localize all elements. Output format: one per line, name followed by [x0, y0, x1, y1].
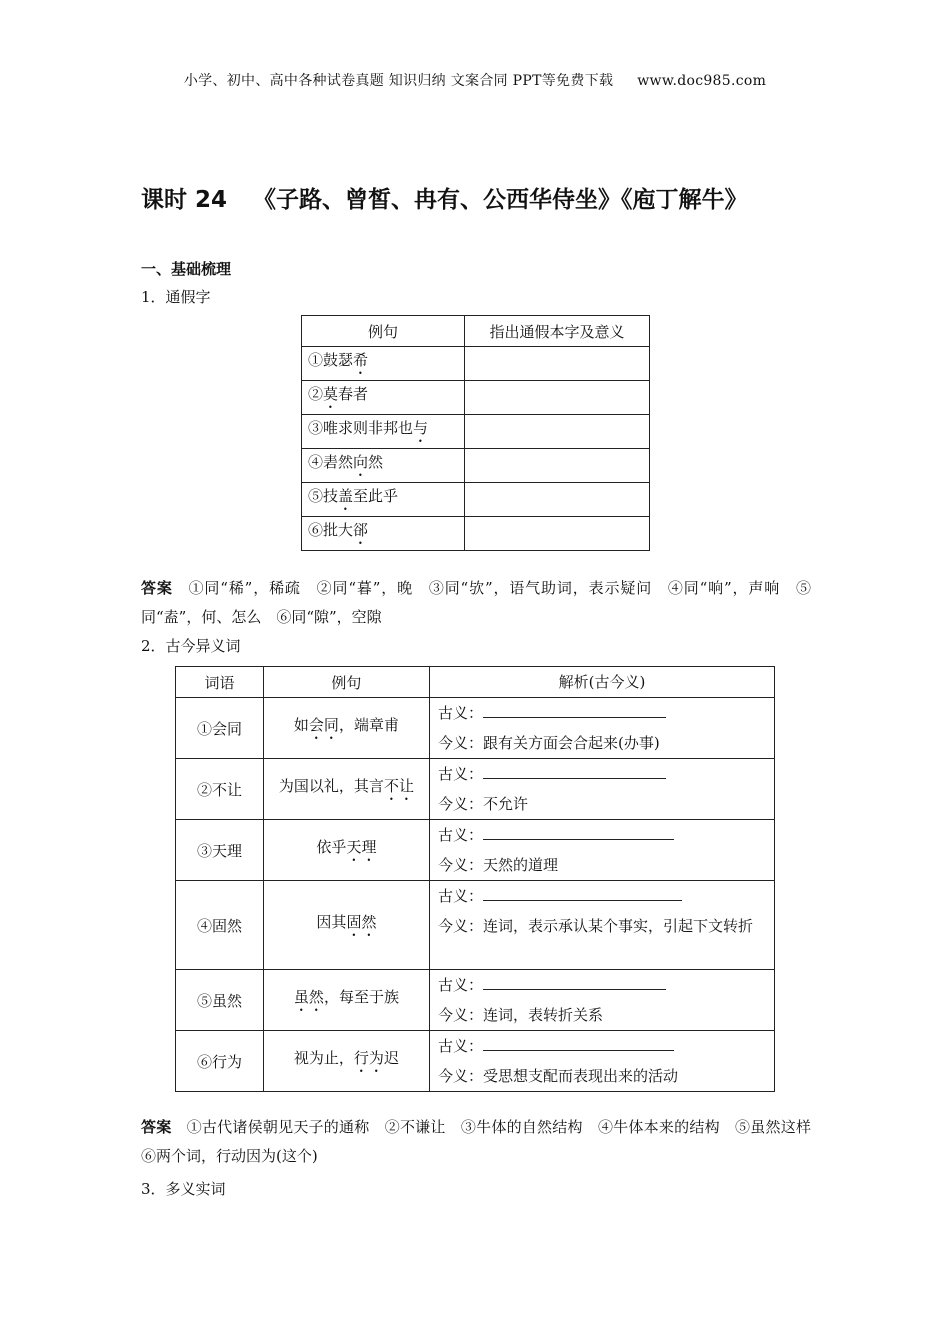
gu-label: 古义： — [437, 704, 483, 722]
gu-line — [438, 759, 774, 789]
jin-meaning: 受思想支配而表现出来的活动 — [482, 1067, 678, 1085]
lesson-title: 《子路、曾皙、冉有、公西华侍坐》《庖丁解牛》 — [253, 187, 748, 213]
example-cell — [263, 1031, 429, 1092]
emphasized-char: 郤 — [353, 521, 369, 539]
table-row — [302, 449, 650, 483]
tongjiazi-table — [301, 315, 650, 551]
jin-line — [438, 911, 774, 941]
example-cell — [302, 483, 465, 517]
subsection-duoyishici: 3．多义实词 — [141, 1180, 226, 1198]
jin-label: 今义： — [437, 795, 483, 813]
jin-meaning: 天然的道理 — [482, 856, 558, 874]
column-header-meaning: 指出通假本字及意义 — [464, 316, 649, 347]
example-text-pre: ⑤技 — [308, 487, 339, 505]
emphasized-word: 固然 — [346, 912, 377, 931]
word-cell: ④固然 — [176, 881, 264, 970]
gu-line — [438, 820, 774, 850]
table-row — [176, 759, 775, 820]
page-title — [141, 181, 748, 214]
example-text-post: 至此乎 — [353, 487, 399, 505]
jin-meaning: 连词，表转折关系 — [482, 1006, 603, 1024]
analysis-cell — [429, 970, 774, 1031]
table-row — [302, 381, 650, 415]
word-cell: ①会同 — [176, 698, 264, 759]
example-cell — [302, 347, 465, 381]
example-cell — [263, 881, 429, 970]
example-cell — [302, 517, 465, 551]
jin-label: 今义： — [437, 734, 483, 752]
fill-blank[interactable] — [483, 886, 682, 901]
emphasized-char: 盖 — [338, 487, 354, 505]
jin-line — [438, 728, 774, 758]
table-row — [302, 415, 650, 449]
example-text-pre: 视为止， — [293, 1048, 354, 1067]
fill-blank[interactable] — [483, 825, 674, 840]
emphasized-char: 向 — [353, 453, 369, 471]
lesson-number: 课时 24 — [141, 187, 228, 213]
answer-block-2 — [141, 1113, 826, 1171]
table-row — [176, 970, 775, 1031]
word-cell: ③天理 — [176, 820, 264, 881]
example-text-post: 迟 — [383, 1048, 399, 1067]
table-row — [176, 1031, 775, 1092]
gu-line — [438, 881, 774, 911]
emphasized-char: 希 — [353, 351, 369, 369]
word-cell: ⑥行为 — [176, 1031, 264, 1092]
example-text-pre: ④砉然 — [308, 453, 354, 471]
example-text-post: 春者 — [338, 385, 369, 403]
example-text-post: ，端章甫 — [338, 715, 399, 734]
example-text-pre: ② — [308, 385, 324, 403]
analysis-cell — [429, 759, 774, 820]
gu-line — [438, 1031, 774, 1061]
subsection-gujinyiyi: 2．古今异义词 — [141, 637, 241, 655]
section-heading: 一、基础梳理 — [141, 260, 232, 278]
jin-label: 今义： — [437, 856, 483, 874]
gu-label: 古义： — [437, 1037, 483, 1055]
emphasized-word: 虽然 — [293, 987, 324, 1006]
jin-line — [438, 789, 774, 819]
example-text-post: ，每至于族 — [323, 987, 399, 1006]
example-cell — [263, 698, 429, 759]
emphasized-word: 天理 — [346, 837, 377, 856]
analysis-cell — [429, 698, 774, 759]
jin-meaning: 跟有关方面会合起来(办事) — [482, 734, 660, 752]
emphasized-word: 不让 — [383, 776, 414, 795]
example-text-pre: 如 — [293, 715, 309, 734]
example-text-pre: 依乎 — [316, 837, 347, 856]
fill-blank[interactable] — [483, 703, 666, 718]
answer-blank-cell[interactable] — [464, 517, 649, 551]
example-text-pre: ③唯求则非邦也 — [308, 419, 414, 437]
gu-label: 古义： — [437, 976, 483, 994]
fill-blank[interactable] — [483, 1036, 674, 1051]
gu-label: 古义： — [437, 826, 483, 844]
emphasized-char: 与 — [413, 419, 429, 437]
analysis-cell — [429, 1031, 774, 1092]
gu-label: 古义： — [437, 765, 483, 783]
jin-label: 今义： — [437, 1006, 483, 1024]
example-text-pre: ①鼓瑟 — [308, 351, 354, 369]
emphasized-char: 莫 — [323, 385, 339, 403]
page-header — [0, 70, 950, 90]
example-cell — [263, 820, 429, 881]
jin-label: 今义： — [437, 1067, 483, 1085]
table-row — [302, 483, 650, 517]
jin-meaning: 不允许 — [482, 795, 528, 813]
subsection-tongjiazi: 1．通假字 — [141, 288, 211, 306]
answer-text: ①古代诸侯朝见天子的通称 ②不谦让 ③牛体的自然结构 ④牛体本来的结构 ⑤虽然这样 ⑥两个词，行动因为(这个) — [141, 1118, 826, 1165]
fill-blank[interactable] — [483, 975, 666, 990]
answer-blank-cell[interactable] — [464, 483, 649, 517]
fill-blank[interactable] — [483, 764, 666, 779]
table-row — [302, 347, 650, 381]
emphasized-word: 行为 — [353, 1048, 384, 1067]
word-cell: ②不让 — [176, 759, 264, 820]
gujinyiyi-table — [175, 666, 775, 1092]
header-url[interactable]: www.doc985.com — [637, 73, 767, 89]
column-header-word: 词语 — [176, 667, 264, 698]
column-header-example: 例句 — [302, 316, 465, 347]
answer-label: 答案 — [141, 579, 173, 597]
analysis-cell — [429, 820, 774, 881]
gu-label: 古义： — [437, 887, 483, 905]
answer-text: ①同“稀”，稀疏 ②同“暮”，晚 ③同“欤”，语气助词，表示疑问 ④同“响”，声响 ⑤同“盍”，何、怎么 ⑥同“隙”，空隙 — [141, 579, 811, 626]
example-text-pre: ⑥批大 — [308, 521, 354, 539]
word-cell: ⑤虽然 — [176, 970, 264, 1031]
emphasized-word: 会同 — [308, 715, 339, 734]
column-header-analysis: 解析(古今义) — [429, 667, 774, 698]
example-text-pre: 为国以礼，其言 — [278, 776, 384, 795]
answer-block-1 — [141, 574, 811, 632]
jin-line — [438, 1000, 774, 1030]
example-cell — [302, 415, 465, 449]
answer-label: 答案 — [141, 1118, 172, 1136]
answer-blank-cell[interactable] — [464, 347, 649, 381]
answer-blank-cell[interactable] — [464, 381, 649, 415]
jin-line — [438, 1061, 774, 1091]
table-row — [176, 881, 775, 970]
jin-line — [438, 850, 774, 880]
table-row — [176, 820, 775, 881]
header-text: 小学、初中、高中各种试卷真题 知识归纳 文案合同 PPT等免费下载 — [183, 73, 614, 89]
gu-line — [438, 970, 774, 1000]
example-cell — [263, 970, 429, 1031]
example-text-post: 然 — [368, 453, 384, 471]
example-cell — [302, 381, 465, 415]
example-cell — [263, 759, 429, 820]
table-row — [176, 698, 775, 759]
example-text-pre: 因其 — [316, 912, 347, 931]
answer-blank-cell[interactable] — [464, 449, 649, 483]
jin-label: 今义： — [437, 917, 483, 935]
jin-meaning: 连词，表示承认某个事实，引起下文转折 — [482, 917, 753, 935]
example-cell — [302, 449, 465, 483]
analysis-cell — [429, 881, 774, 970]
column-header-example: 例句 — [263, 667, 429, 698]
answer-blank-cell[interactable] — [464, 415, 649, 449]
table-row — [302, 517, 650, 551]
gu-line — [438, 698, 774, 728]
